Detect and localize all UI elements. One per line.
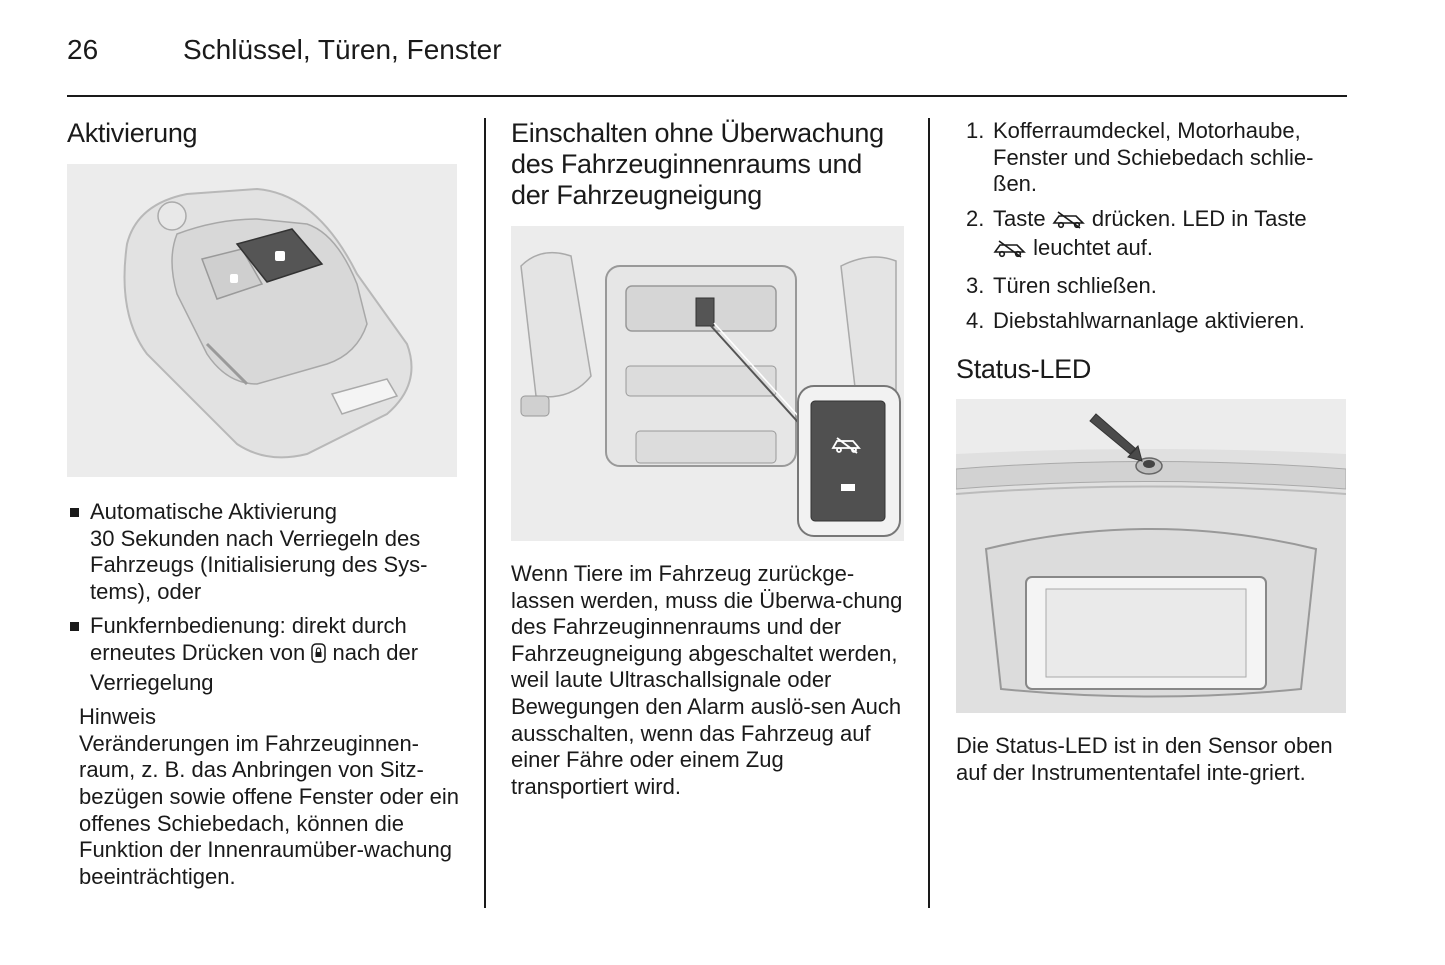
column-disable-monitoring [511,118,907,800]
step-number: 4. [966,307,985,333]
dashboard-illustration [956,399,1346,713]
column-activation [67,118,459,890]
step-text: Türen schließen. [993,272,1157,298]
list-item [956,308,1348,335]
step-text: Diebstahlwarnanlage aktivieren. [993,307,1305,333]
lock-icon [311,643,326,670]
section-heading-status-led: Status-LED [956,354,1092,385]
list-item [67,499,459,605]
step-number: 1. [966,118,985,143]
note-text: Veränderungen im Fahrzeuginnen-raum, z. B. das Anbringen von Sitz-bezügen sowie offene Fenster oder ein offenes Schiebedach, können die Funktion der Innenraumüber-wachung beeinträchtigen. [79,730,459,889]
bullet-text: 30 Sekunden nach Verriegeln des Fahrzeugs (Initialisierung des Sys-tems), oder [90,525,428,604]
key-fob-figure [67,164,457,477]
column-divider [928,118,930,908]
key-fob-illustration [67,164,457,477]
column-steps-status [956,118,1348,786]
bullet-text-before: Funkfernbedienung: direkt durch erneutes Drücken von [90,613,407,665]
step-number: 2. [966,205,985,231]
car-alarm-off-icon [1052,209,1086,236]
bullet-square [70,508,79,517]
note-box [67,704,459,890]
activation-options-list [67,499,459,696]
list-item [956,118,1348,198]
car-alarm-off-icon [993,238,1027,265]
bullet-text-after: nach der Verriegelung [90,639,419,695]
list-item [956,206,1348,265]
dashboard-figure [956,399,1346,713]
note-title: Hinweis [79,704,157,730]
step-text-after: leuchtet auf. [1033,235,1153,261]
body-paragraph: Wenn Tiere im Fahrzeug zurückge-lassen werden, muss die Überwa-chung des Fahrzeuginnenraums und der Fahrzeugneigung abgeschaltet werden, weil laute Ultraschallsignale oder Bewegungen den Alarm auslö-sen Auch ausschalten, wenn das Fahrzeug auf einer Fähre oder einem Zug transportiert wird. [511,561,903,799]
page-title: Schlüssel, Türen, Fenster [183,34,502,65]
body-paragraph: Die Status-LED ist in den Sensor oben auf der Instrumententafel inte-griert. [956,733,1333,785]
step-text: Kofferraumdeckel, Motorhaube, Fenster und Schiebedach schlie-ßen. [993,118,1314,197]
step-text-before: Taste [993,205,1046,231]
steps-list [956,118,1348,334]
step-text-middle: drücken. LED in Taste [1091,205,1307,231]
list-item [956,273,1348,300]
header-rule [67,95,1347,97]
column-divider [484,118,486,908]
section-heading-activation: Aktivierung [67,118,198,148]
step-number: 3. [966,272,985,298]
overhead-console-illustration [511,226,904,541]
overhead-console-figure [511,226,904,541]
list-item [67,613,459,696]
page-number: 26 [67,34,99,65]
bullet-lead: Automatische Aktivierung [90,499,338,524]
section-heading-disable-monitoring: Einschalten ohne Überwachung des Fahrzeuginnenraums und der Fahrzeugneigung [511,118,884,210]
bullet-square [70,622,79,631]
